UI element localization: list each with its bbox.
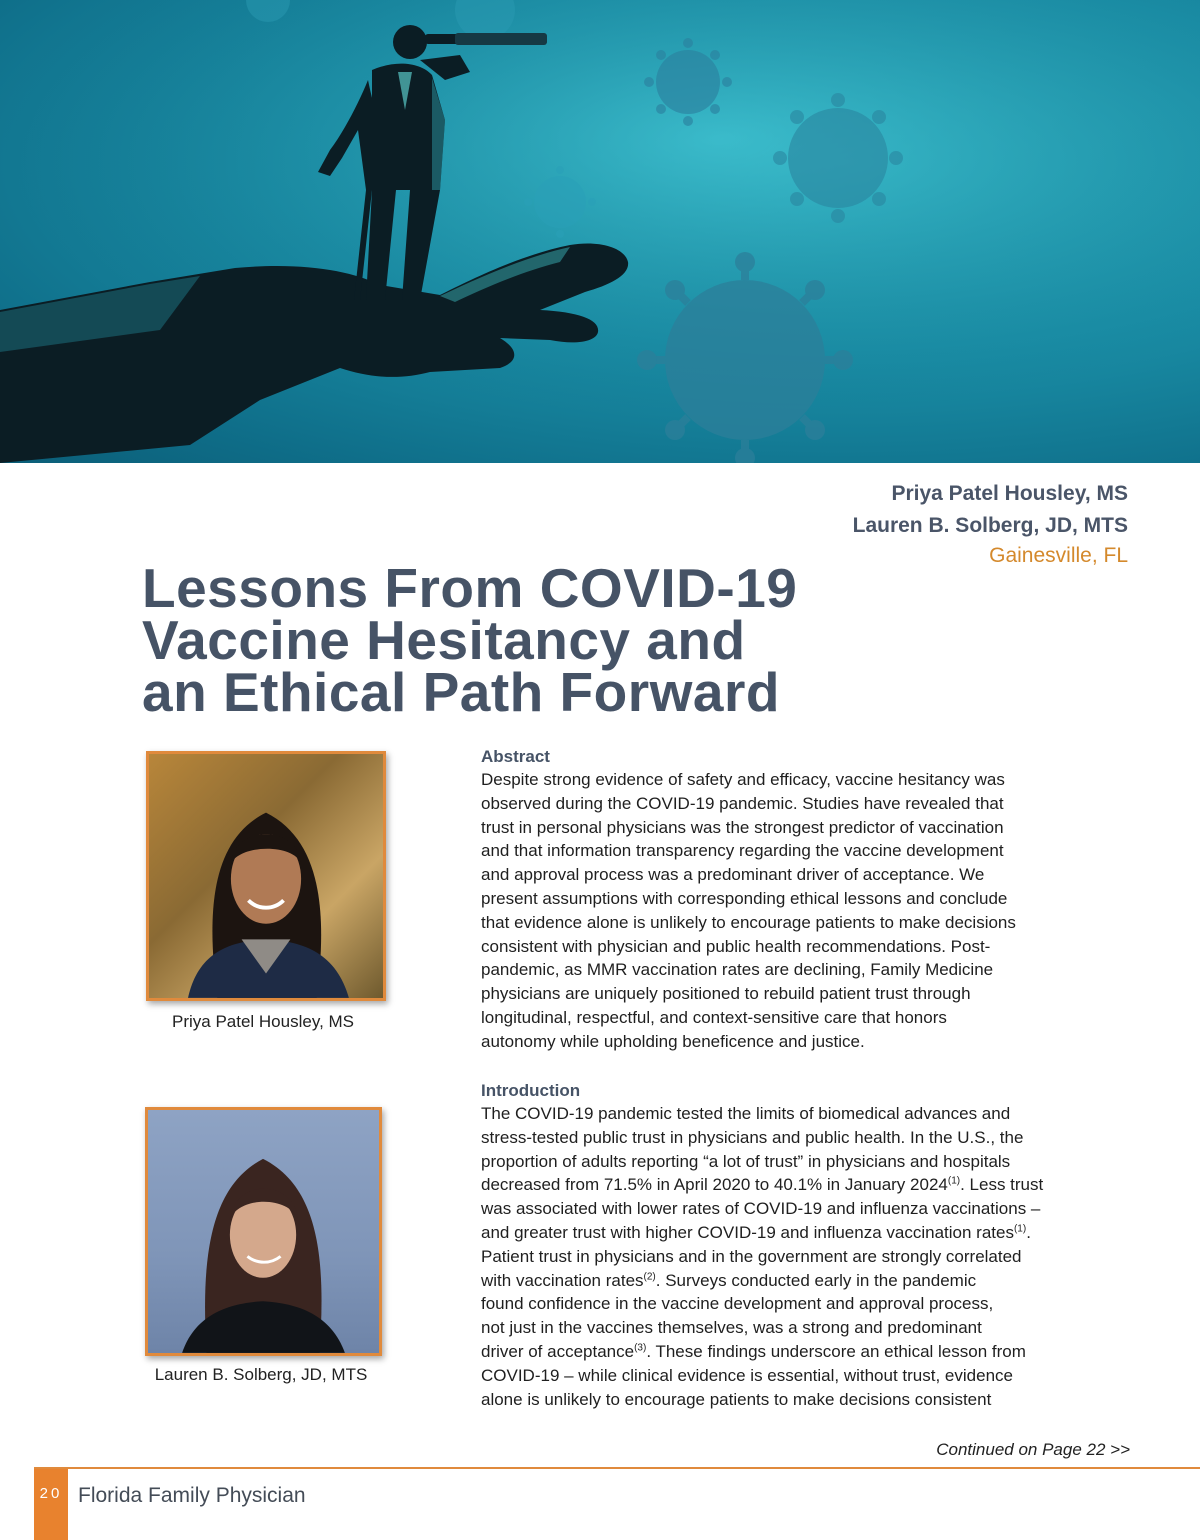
abstract-line: Despite strong evidence of safety and efficacy, vaccine hesitancy was (481, 770, 1005, 789)
hero-artwork (0, 0, 1200, 463)
intro-line: Patient trust in physicians and in the government are strongly correlated (481, 1246, 1022, 1266)
intro-text: . Surveys conducted early in the pandemic (655, 1270, 977, 1290)
intro-text: decreased from 71.5% in April 2020 to 40.1% in January 2024 (481, 1175, 948, 1195)
intro-line: stress-tested public trust in physicians and public health. In the U.S., the (481, 1127, 1024, 1147)
abstract-line: observed during the COVID-19 pandemic. Studies have revealed that (481, 793, 1004, 813)
abstract-heading: Abstract (481, 747, 550, 766)
publication-name: Florida Family Physician (78, 1484, 306, 1507)
intro-line: The COVID-19 pandemic tested the limits of biomedical advances and (481, 1104, 1011, 1123)
author-byline (853, 478, 1128, 570)
portrait-icon (149, 754, 383, 998)
photo-caption-1: Priya Patel Housley, MS (171, 1012, 355, 1031)
author-name-1: Priya Patel Housley, MS (891, 482, 1128, 505)
article-title (142, 557, 862, 723)
citation-ref: (1) (947, 1175, 961, 1187)
citation-ref: (2) (643, 1270, 656, 1282)
abstract-line: present assumptions with corresponding ethical lessons and conclude (481, 888, 1008, 908)
intro-text: . Less trust (960, 1175, 1044, 1195)
abstract-line: and approval process was a predominant driver of acceptance. We (481, 865, 985, 885)
abstract-line: and that information transparency regarding the vaccine development (481, 841, 1004, 861)
intro-text: . (1026, 1222, 1031, 1242)
continued-link[interactable]: Continued on Page 22 >> (936, 1440, 1130, 1459)
intro-text: . These findings underscore an ethical lesson from (646, 1341, 1026, 1361)
intro-line: found confidence in the vaccine development and approval process, (481, 1294, 994, 1314)
portrait-icon (148, 1110, 379, 1353)
title-line-1: Lessons From COVID-19 (142, 557, 798, 619)
intro-text: with vaccination rates (481, 1270, 644, 1290)
author-name-2: Lauren B. Solberg, JD, MTS (852, 514, 1128, 537)
title-line-3: an Ethical Path Forward (142, 661, 781, 723)
abstract-body (481, 768, 1081, 1054)
author-photo-1 (146, 751, 386, 1001)
page-number-tab (34, 1469, 68, 1540)
abstract-line: autonomy while upholding beneficence and justice. (481, 1031, 865, 1051)
introduction-body (481, 1102, 1081, 1411)
intro-line (481, 1340, 1081, 1364)
virus-particle-icon (637, 252, 853, 463)
intro-line: proportion of adults reporting “a lot of trust” in physicians and hospitals (481, 1151, 1011, 1171)
hero-illustration (0, 0, 1200, 463)
intro-line: alone is unlikely to encourage patients to make decisions consistent (481, 1389, 992, 1409)
intro-line: COVID-19 – while clinical evidence is essential, without trust, evidence (481, 1365, 1013, 1385)
abstract-line: longitudinal, respectful, and context-sensitive care that honors (481, 1007, 947, 1027)
page-number: 20 (39, 1485, 63, 1502)
intro-line: not just in the vaccines themselves, was a strong and predominant (481, 1318, 982, 1338)
citation-ref: (3) (634, 1342, 647, 1354)
author-photo-2 (145, 1107, 382, 1356)
abstract-line: physicians are uniquely positioned to rebuild patient trust through (481, 984, 971, 1004)
author-location: Gainesville, FL (989, 544, 1128, 567)
abstract-line: that evidence alone is unlikely to encourage patients to make decisions (481, 912, 1016, 932)
abstract-line: consistent with physician and public health recommendations. Post- (481, 936, 991, 956)
title-line-2: Vaccine Hesitancy and (142, 609, 746, 671)
footer-divider (34, 1467, 1200, 1469)
introduction-section (481, 1080, 1081, 1411)
intro-line: was associated with lower rates of COVID-19 and influenza vaccinations – (481, 1199, 1041, 1219)
abstract-section (481, 746, 1081, 1054)
intro-text: and greater trust with higher COVID-19 and influenza vaccination rates (481, 1222, 1014, 1242)
abstract-line: trust in personal physicians was the strongest predictor of vaccination (481, 817, 1004, 837)
abstract-line: pandemic, as MMR vaccination rates are declining, Family Medicine (481, 960, 994, 980)
intro-line (481, 1221, 1081, 1245)
virus-particle-icon (773, 93, 903, 223)
photo-caption-2: Lauren B. Solberg, JD, MTS (154, 1365, 368, 1384)
introduction-heading: Introduction (481, 1081, 581, 1100)
intro-text: driver of acceptance (481, 1341, 635, 1361)
intro-line (481, 1269, 1081, 1293)
intro-line (481, 1173, 1081, 1197)
citation-ref: (1) (1013, 1223, 1027, 1235)
